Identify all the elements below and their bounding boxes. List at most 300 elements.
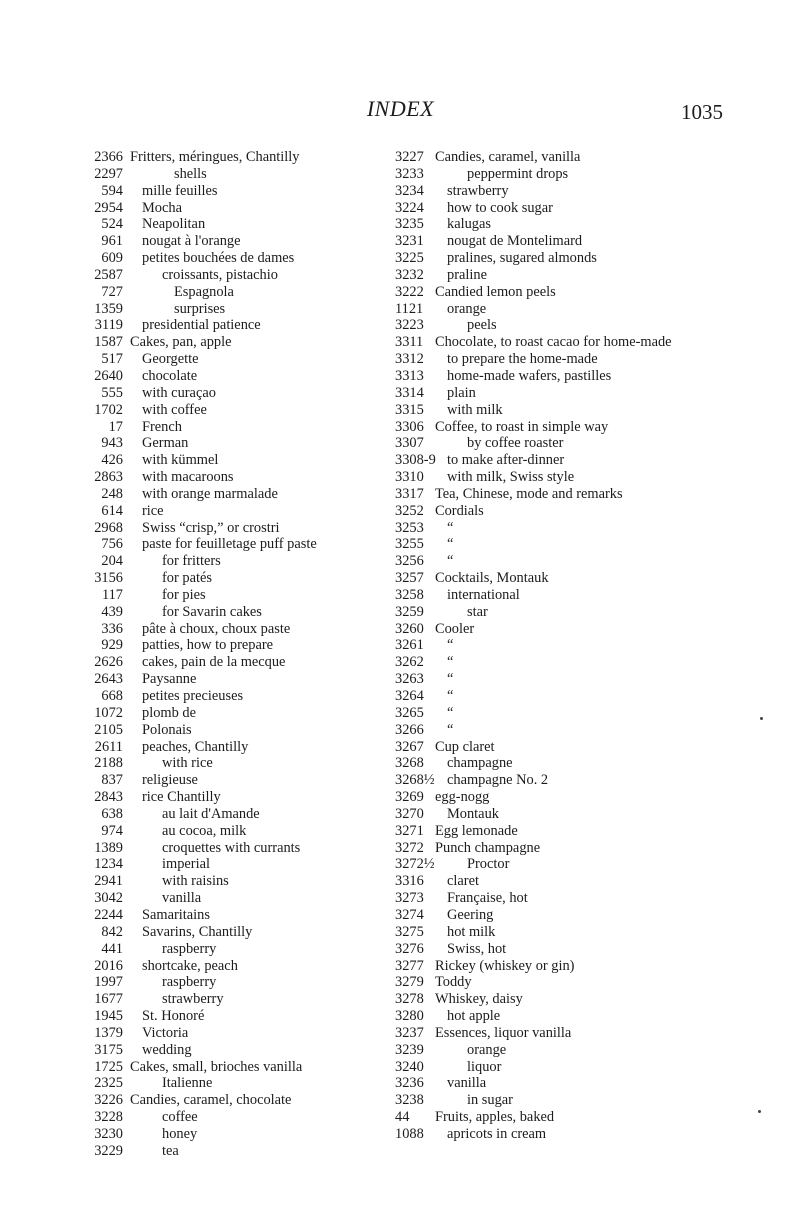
entry-text: croissants, pistachio [162, 266, 278, 283]
entry-text: wedding [142, 1041, 192, 1058]
entry-text: Italienne [162, 1075, 213, 1092]
entry-text: Victoria [142, 1024, 189, 1041]
index-entry [90, 823, 330, 840]
entry-number: 2863 [94, 469, 123, 486]
index-entry [90, 924, 330, 941]
entry-number: 3268½ [395, 772, 435, 789]
entry-number: 1234 [94, 856, 123, 873]
index-entry [90, 907, 330, 924]
entry-text: Tea, Chinese, mode and remarks [435, 485, 623, 502]
entry-number: 441 [101, 940, 123, 957]
entry-number: 3233 [395, 165, 424, 182]
index-entry [395, 368, 725, 385]
entry-number: 3225 [395, 250, 424, 267]
entry-number: 3252 [395, 502, 424, 519]
index-entry [395, 604, 725, 621]
entry-number: 3261 [395, 637, 424, 654]
entry-text: Swiss “crisp,” or crostri [142, 519, 280, 536]
entry-text: home-made wafers, pastilles [447, 367, 612, 384]
entry-text: “ [447, 654, 454, 671]
index-entry [90, 334, 330, 351]
entry-text: for patés [162, 570, 212, 587]
entry-text: international [447, 586, 520, 603]
entry-text: mille feuilles [142, 182, 218, 199]
entry-text: Swiss, hot [447, 940, 507, 957]
index-entry [90, 941, 330, 958]
index-entry [90, 368, 330, 385]
entry-number: 3266 [395, 721, 424, 738]
entry-text: to make after-dinner [447, 452, 565, 469]
index-entry [395, 621, 725, 638]
index-entry [90, 654, 330, 671]
entry-text: hot milk [447, 923, 496, 940]
index-entry [395, 503, 725, 520]
entry-number: 426 [101, 452, 123, 469]
entry-number: 3257 [395, 570, 424, 587]
entry-text: Paysanne [142, 671, 197, 688]
entry-number: 117 [101, 586, 123, 603]
index-entry [395, 1025, 725, 1042]
index-entry [395, 722, 725, 739]
entry-text: pralines, sugared almonds [447, 250, 597, 267]
index-entry [90, 351, 330, 368]
print-speck [758, 1110, 761, 1113]
index-entry [90, 1143, 330, 1160]
index-entry [90, 317, 330, 334]
entry-text: strawberry [447, 182, 509, 199]
index-entry [395, 873, 725, 890]
index-entry [90, 149, 330, 166]
entry-number: 439 [101, 603, 123, 620]
index-entry [90, 722, 330, 739]
entry-text: imperial [162, 856, 210, 873]
entry-number: 3264 [395, 688, 424, 704]
entry-number: 668 [101, 688, 123, 704]
entry-number: 2297 [94, 165, 123, 182]
entry-number: 3239 [395, 1041, 424, 1058]
entry-number: 2244 [94, 906, 123, 923]
entry-text: Egg lemonade [435, 822, 518, 839]
index-entry [395, 772, 725, 789]
entry-number: 3317 [395, 485, 424, 502]
entry-text: Coffee, to roast in simple way [435, 418, 609, 435]
entry-number: 248 [101, 485, 123, 502]
index-entry [395, 941, 725, 958]
entry-number: 3237 [395, 1024, 424, 1041]
entry-text: “ [447, 671, 454, 688]
entry-text: claret [447, 873, 479, 890]
entry-text: Fruits, apples, baked [435, 1109, 555, 1126]
entry-text: pâte à choux, choux paste [142, 620, 291, 637]
index-entry [90, 755, 330, 772]
entry-text: orange [447, 300, 487, 317]
entry-text: champagne No. 2 [447, 772, 549, 789]
entry-text: St. Honoré [142, 1008, 205, 1025]
index-entry [395, 553, 725, 570]
index-entry [395, 469, 725, 486]
entry-number: 517 [101, 351, 123, 368]
entry-number: 3230 [94, 1125, 123, 1142]
entry-number: 2954 [94, 199, 123, 216]
entry-number: 638 [101, 805, 123, 822]
index-entry [395, 705, 725, 722]
index-entry [90, 1092, 330, 1109]
index-entry [395, 637, 725, 654]
entry-text: praline [447, 266, 487, 283]
index-entry [395, 520, 725, 537]
entry-number: 609 [101, 250, 123, 267]
entry-text: with orange marmalade [142, 485, 278, 502]
entry-text: “ [447, 637, 454, 654]
entry-number: 3240 [395, 1058, 424, 1075]
entry-text: how to cook sugar [447, 199, 553, 216]
entry-text: Espagnola [174, 283, 234, 300]
page-title: INDEX [366, 96, 435, 121]
entry-number: 2366 [94, 149, 123, 165]
index-entry [395, 958, 725, 975]
index-entry [90, 385, 330, 402]
index-entry [395, 536, 725, 553]
entry-number: 3312 [395, 351, 424, 368]
entry-text: Toddy [435, 974, 472, 991]
entry-number: 1677 [94, 991, 123, 1008]
index-entry [90, 958, 330, 975]
entry-number: 3226 [94, 1092, 123, 1109]
entry-number: 1072 [94, 704, 123, 721]
entry-text: coffee [162, 1109, 198, 1126]
entry-text: nougat à l'orange [142, 233, 241, 250]
entry-text: in sugar [467, 1092, 513, 1109]
entry-text: raspberry [162, 974, 217, 991]
entry-text: tea [162, 1142, 179, 1159]
index-entry [395, 183, 725, 200]
entry-number: 756 [101, 536, 123, 553]
entry-number: 3259 [395, 603, 424, 620]
entry-text: for fritters [162, 553, 221, 570]
entry-text: rice [142, 502, 164, 519]
entry-text: peels [467, 317, 497, 334]
index-entry [395, 840, 725, 857]
index-entry [395, 974, 725, 991]
entry-number: 3268 [395, 755, 424, 772]
entry-number: 594 [101, 182, 123, 199]
index-entry [90, 503, 330, 520]
entry-number: 2968 [94, 519, 123, 536]
index-entry [395, 250, 725, 267]
index-entry [90, 1025, 330, 1042]
entry-number: 1945 [94, 1008, 123, 1025]
index-entry [90, 553, 330, 570]
index-entry [90, 873, 330, 890]
index-entry [395, 486, 725, 503]
index-entry [90, 469, 330, 486]
entry-text: shells [174, 165, 207, 182]
entry-text: for pies [162, 586, 206, 603]
index-column-left [90, 149, 330, 1160]
entry-text: strawberry [162, 991, 224, 1008]
entry-number: 204 [101, 553, 123, 570]
entry-number: 3269 [395, 789, 424, 806]
entry-number: 3277 [395, 957, 424, 974]
entry-text: “ [447, 536, 454, 553]
entry-number: 17 [108, 418, 123, 435]
index-entry [395, 216, 725, 233]
entry-text: Whiskey, daisy [435, 991, 523, 1008]
page-number: 1035 [681, 100, 723, 124]
entry-number: 3313 [395, 367, 424, 384]
entry-text: peppermint drops [467, 165, 569, 182]
entry-number: 2105 [94, 721, 123, 738]
entry-text: with curaçao [142, 384, 216, 401]
entry-text: French [142, 418, 182, 435]
index-entry [90, 705, 330, 722]
index-entry [395, 806, 725, 823]
entry-text: with rice [162, 755, 213, 772]
entry-number: 3279 [395, 974, 424, 991]
entry-number: 3263 [395, 671, 424, 688]
entry-number: 3256 [395, 553, 424, 570]
index-entry [90, 452, 330, 469]
entry-text: “ [447, 519, 454, 536]
entry-number: 3228 [94, 1109, 123, 1126]
entry-text: nougat de Montelimard [447, 233, 583, 250]
entry-number: 3276 [395, 940, 424, 957]
index-entry [90, 991, 330, 1008]
entry-text: petites precieuses [142, 688, 244, 704]
index-entry [90, 637, 330, 654]
entry-text: with milk [447, 401, 503, 418]
entry-number: 1121 [395, 300, 424, 317]
index-entry [90, 267, 330, 284]
index-entry [90, 671, 330, 688]
entry-number: 974 [101, 822, 123, 839]
index-entry [90, 250, 330, 267]
entry-text: rice Chantilly [142, 789, 221, 806]
entry-text: for Savarin cakes [162, 603, 262, 620]
entry-number: 1702 [94, 401, 123, 418]
entry-number: 1088 [395, 1125, 424, 1142]
entry-text: Mocha [142, 199, 182, 216]
entry-text: Geering [447, 906, 494, 923]
index-entry [90, 789, 330, 806]
entry-number: 3222 [395, 283, 424, 300]
entry-number: 2016 [94, 957, 123, 974]
index-entry [395, 924, 725, 941]
entry-number: 3119 [94, 317, 123, 334]
entry-text: Candied lemon peels [435, 283, 556, 300]
index-entry [395, 452, 725, 469]
entry-number: 2941 [94, 873, 123, 890]
index-entry [90, 1059, 330, 1076]
entry-text: hot apple [447, 1008, 501, 1025]
entry-text: Savarins, Chantilly [142, 923, 253, 940]
entry-text: Essences, liquor vanilla [435, 1024, 572, 1041]
index-entry [90, 621, 330, 638]
entry-number: 2626 [94, 654, 123, 671]
index-entry [90, 1109, 330, 1126]
entry-text: with milk, Swiss style [447, 469, 575, 486]
index-entry [395, 200, 725, 217]
entry-number: 3311 [395, 334, 424, 351]
entry-number: 3274 [395, 906, 424, 923]
entry-number: 3231 [395, 233, 424, 250]
entry-text: with kümmel [142, 452, 219, 469]
index-entry [90, 520, 330, 537]
index-entry [395, 419, 725, 436]
entry-number: 3232 [395, 266, 424, 283]
entry-text: vanilla [162, 890, 202, 907]
entry-text: Neapolitan [142, 216, 206, 233]
entry-text: shortcake, peach [142, 957, 238, 974]
index-entry [395, 1126, 725, 1143]
entry-number: 3267 [395, 738, 424, 755]
entry-text: “ [447, 721, 454, 738]
entry-text: to prepare the home-made [447, 351, 598, 368]
entry-number: 555 [101, 384, 123, 401]
index-entry [395, 435, 725, 452]
entry-number: 3253 [395, 519, 424, 536]
entry-text: Cakes, pan, apple [130, 334, 232, 351]
entry-text: Française, hot [447, 890, 528, 907]
entry-number: 3235 [395, 216, 424, 233]
index-entry [90, 604, 330, 621]
index-entry [395, 907, 725, 924]
entry-number: 727 [101, 283, 123, 300]
entry-text: plain [447, 384, 476, 401]
entry-text: petites bouchées de dames [142, 250, 295, 267]
entry-text: Polonais [142, 721, 192, 738]
index-entry [90, 536, 330, 553]
index-entry [395, 1075, 725, 1092]
index-entry [395, 301, 725, 318]
entry-number: 3265 [395, 704, 424, 721]
index-entry [90, 200, 330, 217]
index-entry [395, 823, 725, 840]
index-entry [90, 890, 330, 907]
index-entry [90, 1008, 330, 1025]
entry-number: 3260 [395, 620, 424, 637]
index-entry [90, 435, 330, 452]
entry-number: 3255 [395, 536, 424, 553]
entry-text: Cakes, small, brioches vanilla [130, 1058, 303, 1075]
entry-text: cakes, pain de la mecque [142, 654, 286, 671]
index-entry [395, 890, 725, 907]
entry-number: 336 [101, 620, 123, 637]
index-entry [395, 688, 725, 705]
entry-text: champagne [447, 755, 513, 772]
index-entry [90, 856, 330, 873]
index-entry [395, 334, 725, 351]
entry-text: with coffee [142, 401, 207, 418]
index-entry [90, 183, 330, 200]
entry-number: 614 [101, 502, 123, 519]
entry-number: 3236 [395, 1075, 424, 1092]
entry-text: chocolate [142, 367, 198, 384]
entry-text: with raisins [162, 873, 229, 890]
print-speck [760, 717, 763, 720]
entry-text: Proctor [467, 856, 510, 873]
entry-text: “ [447, 553, 454, 570]
entry-number: 3273 [395, 890, 424, 907]
entry-text: star [467, 603, 488, 620]
entry-number: 1389 [94, 839, 123, 856]
entry-text: Candies, caramel, vanilla [435, 149, 581, 165]
entry-number: 3156 [94, 570, 123, 587]
entry-text: egg-nogg [435, 789, 490, 806]
entry-text: Rickey (whiskey or gin) [435, 957, 575, 974]
index-entry [395, 755, 725, 772]
entry-text: Chocolate, to roast cacao for home-made [435, 334, 672, 351]
entry-number: 3272 [395, 839, 424, 856]
entry-text: au cocoa, milk [162, 822, 247, 839]
index-entry [395, 587, 725, 604]
index-entry [395, 149, 725, 166]
entry-number: 837 [101, 772, 123, 789]
entry-number: 2843 [94, 789, 123, 806]
entry-text: croquettes with currants [162, 839, 301, 856]
index-entry [395, 671, 725, 688]
entry-number: 3310 [395, 469, 424, 486]
entry-number: 3271 [395, 822, 424, 839]
index-entry [395, 1109, 725, 1126]
entry-text: Cordials [435, 502, 484, 519]
entry-number: 524 [101, 216, 123, 233]
entry-number: 3307 [395, 435, 424, 452]
entry-text: liquor [467, 1058, 502, 1075]
entry-number: 3223 [395, 317, 424, 334]
index-entry [90, 806, 330, 823]
index-entry [90, 739, 330, 756]
index-entry [395, 654, 725, 671]
index-entry [395, 789, 725, 806]
entry-text: Punch champagne [435, 839, 541, 856]
entry-text: Candies, caramel, chocolate [130, 1092, 292, 1109]
entry-number: 44 [395, 1109, 410, 1126]
index-entry [395, 166, 725, 183]
index-entry [395, 570, 725, 587]
entry-number: 961 [101, 233, 123, 250]
index-entry [395, 317, 725, 334]
index-entry [90, 216, 330, 233]
entry-number: 2611 [94, 738, 123, 755]
entry-text: religieuse [142, 772, 198, 789]
index-entry [90, 688, 330, 705]
entry-text: peaches, Chantilly [142, 738, 249, 755]
index-entry [90, 402, 330, 419]
index-entry [90, 233, 330, 250]
index-entry [395, 1092, 725, 1109]
index-column-right [395, 149, 725, 1143]
entry-text: Cooler [435, 620, 475, 637]
index-entry [90, 419, 330, 436]
entry-number: 1379 [94, 1024, 123, 1041]
entry-number: 2643 [94, 671, 123, 688]
entry-number: 3175 [94, 1041, 123, 1058]
index-entry [90, 486, 330, 503]
entry-number: 1997 [94, 974, 123, 991]
entry-number: 3308-9 [395, 452, 436, 469]
index-entry [90, 772, 330, 789]
page-header [0, 96, 801, 132]
entry-number: 1725 [94, 1058, 123, 1075]
entry-text: raspberry [162, 940, 217, 957]
entry-number: 3314 [395, 384, 424, 401]
entry-text: apricots in cream [447, 1125, 547, 1142]
entry-text: Samaritains [142, 906, 210, 923]
entry-text: paste for feuilletage puff paste [142, 536, 317, 553]
entry-text: presidential patience [142, 317, 261, 334]
index-entry [90, 1075, 330, 1092]
